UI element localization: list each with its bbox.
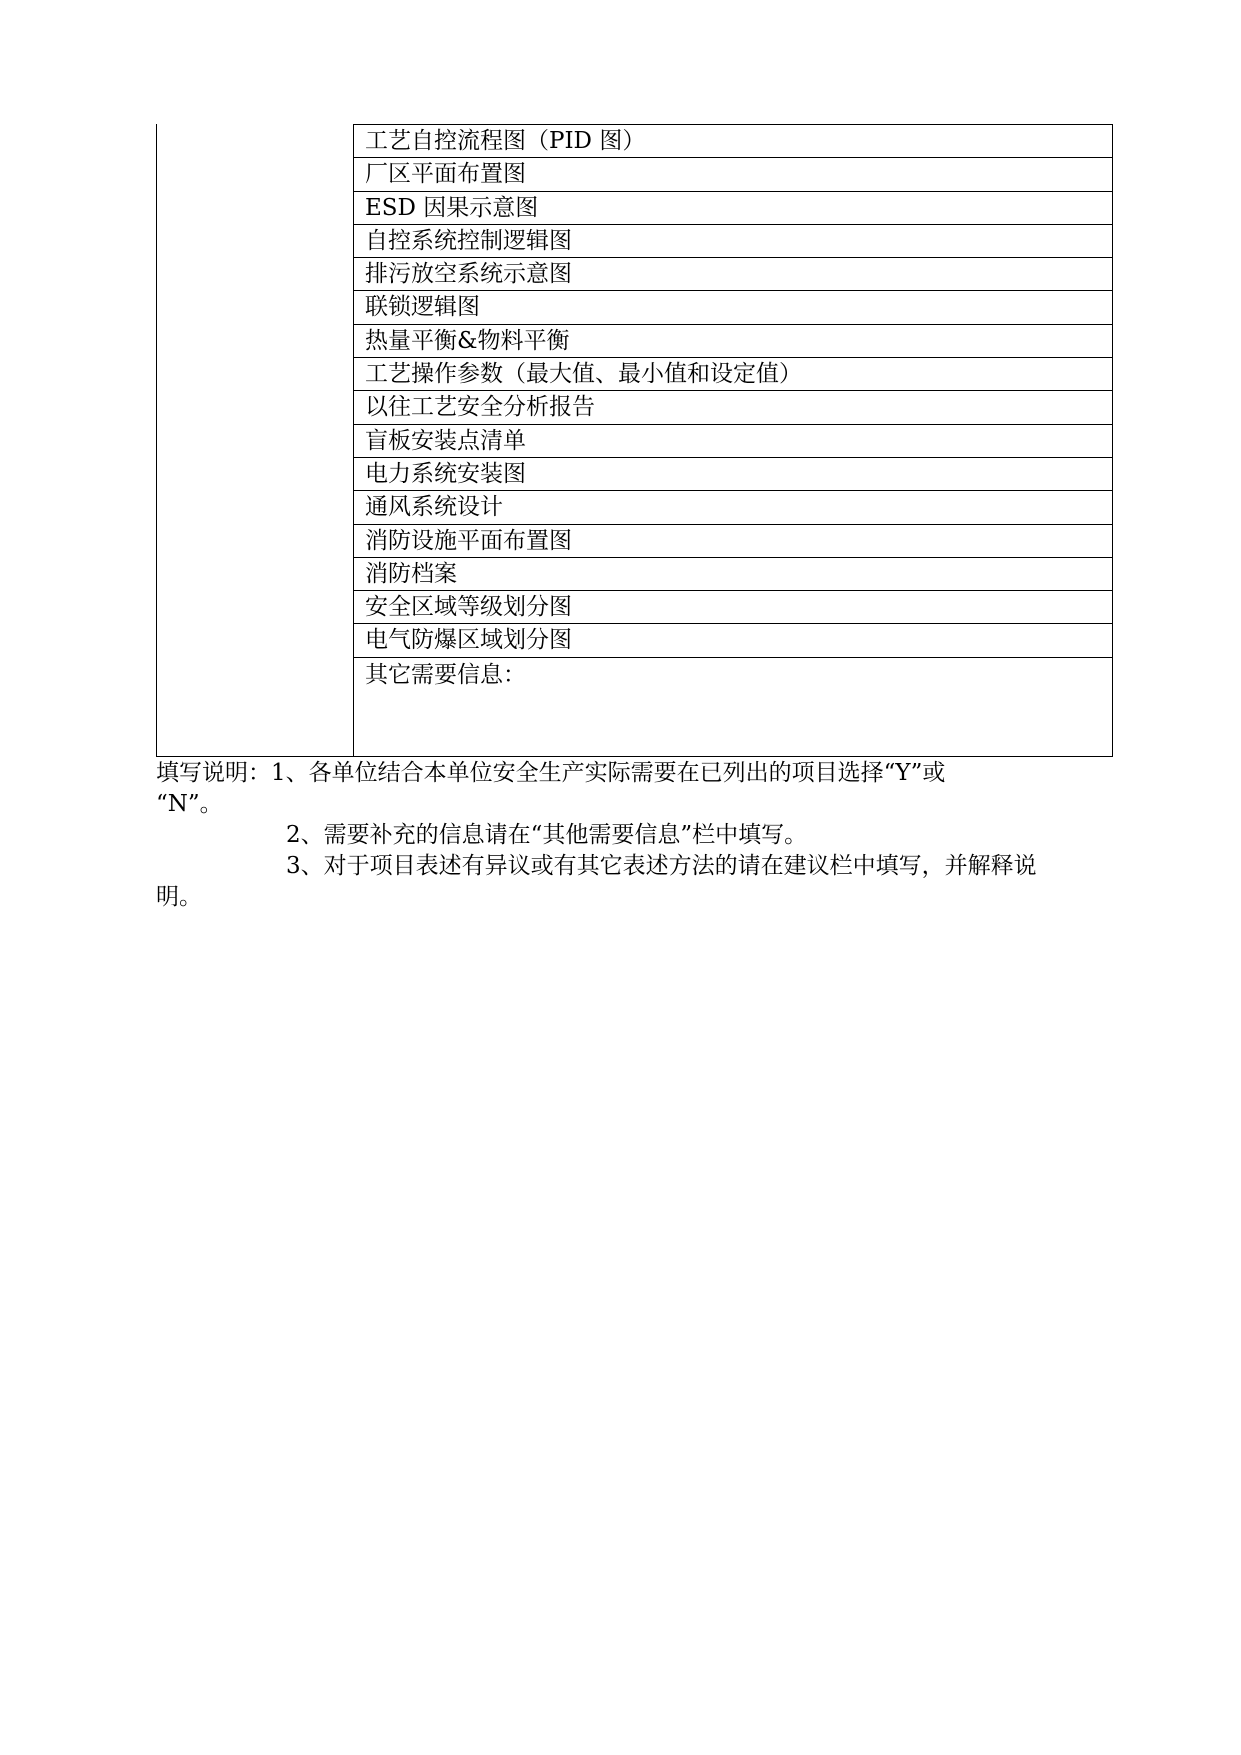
- instruction-line-3: 3、对于项目表述有异议或有其它表述方法的请在建议栏中填写，并解释说: [286, 853, 1037, 879]
- table-row: 通风系统设计: [354, 491, 1112, 524]
- table-row: 联锁逻辑图: [354, 291, 1112, 324]
- table-row: 以往工艺安全分析报告: [354, 391, 1112, 424]
- table-row: 消防档案: [354, 558, 1112, 591]
- table-row: 工艺操作参数（最大值、最小值和设定值）: [354, 358, 1112, 391]
- instruction-line-1-continued: “N”。: [156, 791, 223, 817]
- table-row: 盲板安装点清单: [354, 425, 1112, 458]
- table-row: 电气防爆区域划分图: [354, 624, 1112, 657]
- other-info-field[interactable]: 其它需要信息：: [365, 661, 526, 688]
- instruction-line-3-continued: 明。: [156, 884, 202, 910]
- table-row: ESD 因果示意图: [354, 192, 1112, 225]
- table-row: 消防设施平面布置图: [354, 525, 1112, 558]
- instruction-line-1: 填写说明：1、各单位结合本单位安全生产实际需要在已列出的项目选择“Y”或: [156, 760, 946, 786]
- table-left-column: [156, 124, 353, 757]
- table-row: 排污放空系统示意图: [354, 258, 1112, 291]
- table-row: 热量平衡&物料平衡: [354, 325, 1112, 358]
- table-row: 安全区域等级划分图: [354, 591, 1112, 624]
- table-row: 厂区平面布置图: [354, 158, 1112, 191]
- table-row: 自控系统控制逻辑图: [354, 225, 1112, 258]
- fill-instructions: [156, 758, 1116, 913]
- table-right-column: [353, 124, 1113, 757]
- table-row: 工艺自控流程图（PID 图）: [354, 125, 1112, 158]
- instruction-line-2: 2、需要补充的信息请在“其他需要信息”栏中填写。: [286, 822, 808, 848]
- table-row: 电力系统安装图: [354, 458, 1112, 491]
- required-info-table: [156, 124, 1113, 757]
